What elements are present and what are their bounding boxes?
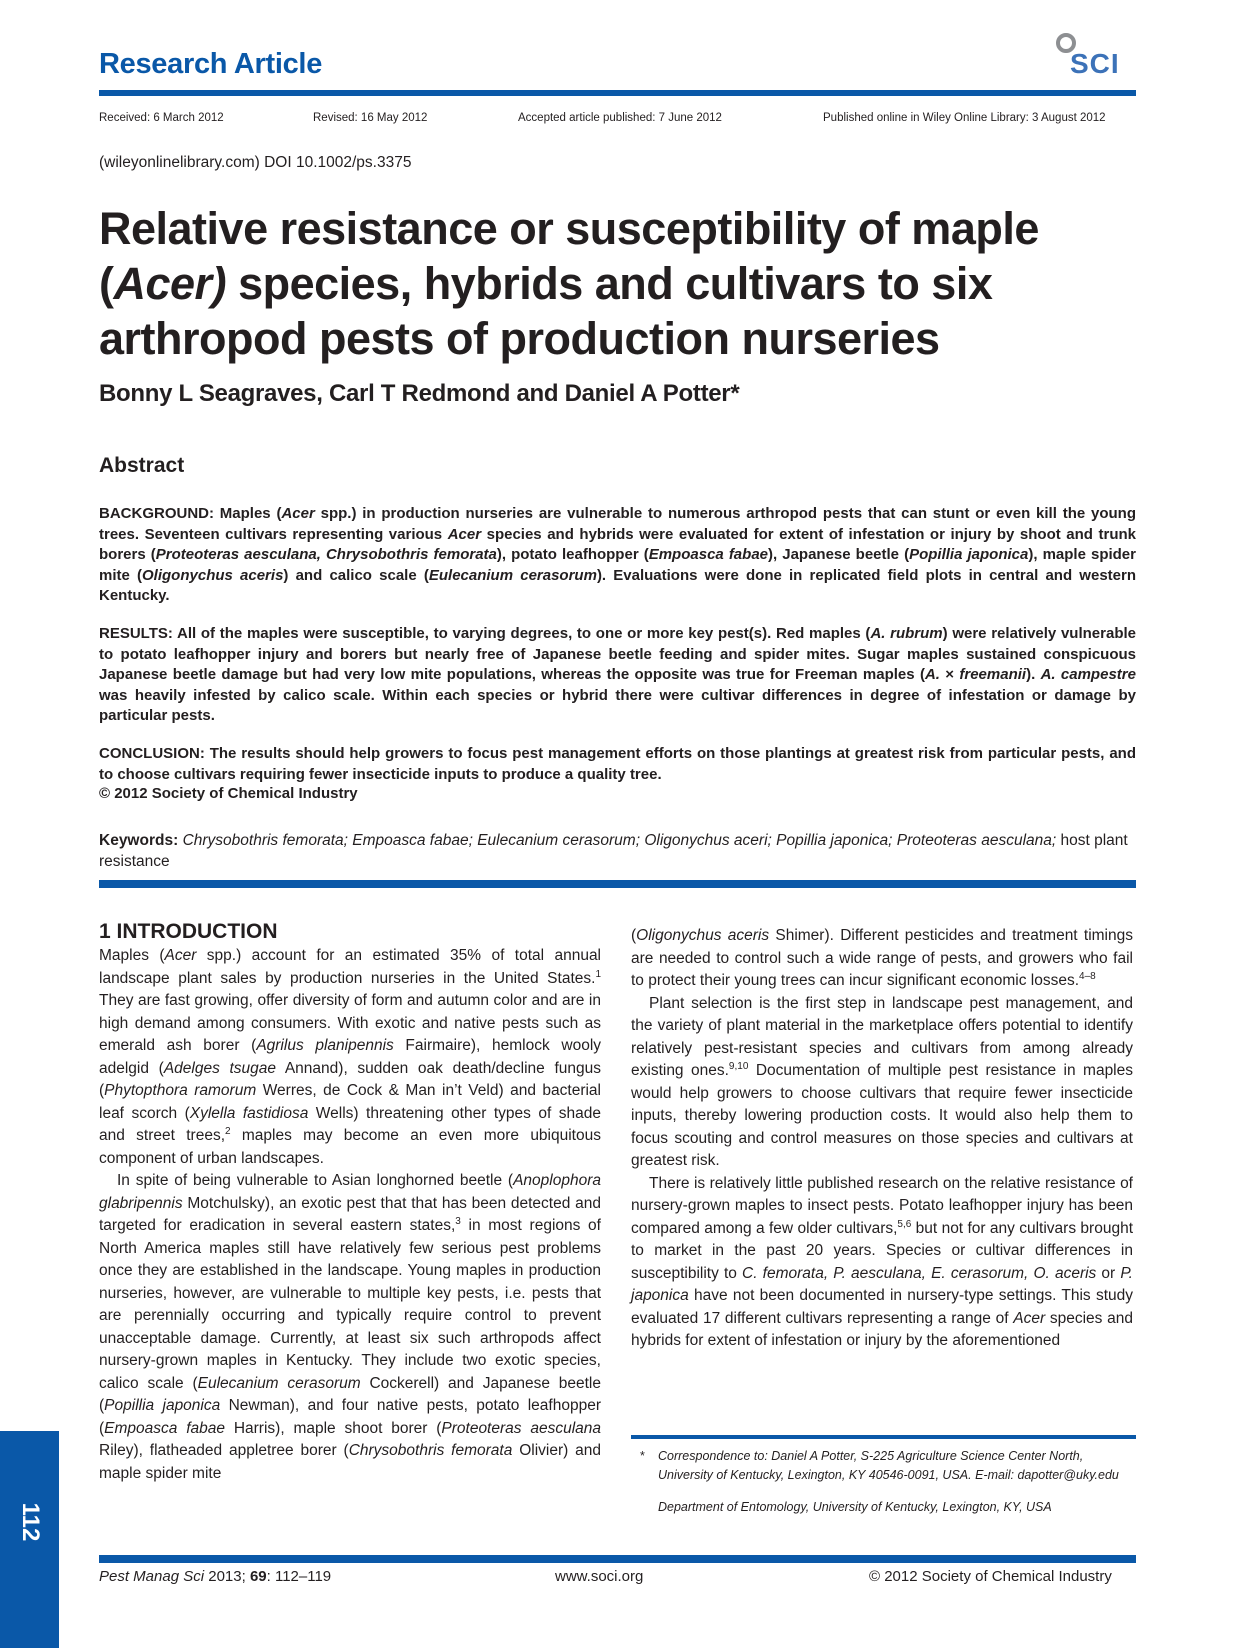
reference-marker: 1 xyxy=(595,968,601,980)
text-run: BACKGROUND: Maples ( xyxy=(99,505,282,522)
text-run: They are fast growing, offer diversity of form and autumn color and are in high demand among consumers. With exotic and native pests such as emerald ash borer ( xyxy=(99,992,601,1054)
text-run: have not been documented in nursery-type settings. This study evaluated 17 different cultivars representing a range of xyxy=(631,1287,1133,1327)
abstract-background xyxy=(99,504,1136,607)
text-run: species and hybrids for extent of infestation or injury by the aforementioned xyxy=(631,1309,1134,1349)
text-run: or xyxy=(1096,1264,1121,1282)
keywords-list: Chrysobothris femorata; Empoasca fabae; Eulecanium cerasorum; Oligonychus aceri; Popillia japonica; Proteoteras aesculana; xyxy=(182,832,1057,849)
text-run: Oligonychus aceris xyxy=(636,927,770,944)
reference-marker: 5,6 xyxy=(897,1218,912,1230)
text-run: P. japonica xyxy=(631,1264,1133,1304)
title-part: Relative resistance or susceptibility of maple ( xyxy=(99,203,1039,309)
intro-left-column xyxy=(99,945,601,1485)
text-run: Xylella fastidiosa xyxy=(189,1104,309,1122)
text-run: In spite of being vulnerable to Asian longhorned beetle ( xyxy=(117,1172,514,1189)
text-run: Riley), flatheaded appletree borer ( xyxy=(99,1442,349,1459)
text-run: Popillia japonica xyxy=(909,546,1029,563)
text-run: A. rubrum xyxy=(870,625,943,642)
section-label: Research Article xyxy=(99,48,323,80)
text-run: There is relatively little published research on the relative resistance of nursery-grown maples to insect pests. Potato leafhopper injury has been compared among a few older cultivars, xyxy=(631,1174,1133,1237)
intro-paragraph xyxy=(631,993,1133,1173)
text-run: Acer xyxy=(281,505,315,522)
text-run: ), potato leafhopper ( xyxy=(496,546,649,563)
text-run: Chrysobothris femorata xyxy=(348,1442,513,1459)
text-run: was heavily infested by calico scale. Within each species or hybrid there were cultivar differences in degree of infestation or damage by particular pests. xyxy=(99,686,1136,724)
correspondence-text: Correspondence to: Daniel A Potter, S-225 Agriculture Science Center North, University of Kentucky, Lexington, KY 40546-0091, USA. E-mail: dapotter@uky.edu xyxy=(658,1449,1119,1482)
text-run: Adelges tsugae xyxy=(163,1059,277,1077)
correspondence-rule xyxy=(631,1435,1136,1439)
text-run: Harris), maple shoot borer ( xyxy=(225,1419,442,1437)
text-run: Fairmaire), hemlock wooly adelgid ( xyxy=(99,1037,602,1077)
text-run: × xyxy=(939,666,960,683)
correspondence xyxy=(640,1447,1136,1485)
received-date: Received: 6 March 2012 xyxy=(99,112,224,124)
text-run: Plant selection is the first step in landscape pest management, and the variety of plant material in the marketplace offers potential to identify relatively pest-resistant species and cultivars from among already existing ones. xyxy=(631,994,1133,1079)
text-run: Eulecanium cerasorum xyxy=(197,1374,361,1392)
header-rule xyxy=(99,90,1136,96)
text-run: Werres, de Cock & Man in’t Veld) and bacterial leaf scorch ( xyxy=(99,1082,601,1122)
published-date: Published online in Wiley Online Library: 3 August 2012 xyxy=(823,112,1106,124)
website-link[interactable]: www.soci.org xyxy=(555,1568,644,1585)
text-run: Maples ( xyxy=(99,947,165,964)
text-run: ), Japanese beetle ( xyxy=(768,546,910,563)
text-run: Popillia japonica xyxy=(104,1397,221,1414)
intro-right-column xyxy=(631,925,1133,1353)
abstract-results xyxy=(99,624,1136,727)
text-run: Shimer). Different pesticides and treatment timings are needed to control such a wide range of pests, and growers who fail to protect their young trees can incur significant economic losses. xyxy=(631,927,1133,989)
text-run: A. xyxy=(924,666,940,683)
text-run: species and hybrids were evaluated for extent of infestation or injury by shoot and trunk borers ( xyxy=(99,525,1136,563)
footer-copyright: © 2012 Society of Chemical Industry xyxy=(869,1568,1112,1585)
text-run: Empoasca fabae xyxy=(648,546,768,563)
title-genus: Acer) xyxy=(113,258,227,309)
text-run: Cockerell) and Japanese beetle ( xyxy=(99,1374,601,1414)
doi: (wileyonlinelibrary.com) DOI 10.1002/ps.3375 xyxy=(99,154,412,171)
abstract-conclusion: CONCLUSION: The results should help growers to focus pest management efforts on those plantings at greatest risk from particular pests, and to choose cultivars requiring fewer insecticide inputs to produce a quality tree. xyxy=(99,745,1136,783)
reference-marker: 9,10 xyxy=(728,1060,749,1072)
intro-paragraph xyxy=(631,925,1133,993)
text-run: Anoplophora glabripennis xyxy=(99,1172,601,1212)
footer-rule xyxy=(99,1555,1136,1563)
correspondence-marker: * xyxy=(640,1449,645,1463)
affiliation: Department of Entomology, University of Kentucky, Lexington, KY, USA xyxy=(658,1500,1052,1514)
text-run: C. femorata, P. aesculana, E. cerasorum, O. aceris xyxy=(742,1264,1097,1282)
logo-text: SCI xyxy=(1070,48,1120,79)
text-run: ). xyxy=(1026,666,1041,683)
text-run: ( xyxy=(631,927,637,944)
text-run: RESULTS: All of the maples were susceptible, to varying degrees, to one or more key pest(s). Red maples ( xyxy=(99,625,871,642)
text-run: maples may become an even more ubiquitous component of urban landscapes. xyxy=(99,1127,601,1167)
text-run: spp.) in production nurseries are vulnerable to numerous arthropod pests that can stunt or even kill the young trees. Seventeen cultivars representing various xyxy=(99,505,1136,543)
text-run: Acer xyxy=(447,525,482,543)
accepted-date: Accepted article published: 7 June 2012 xyxy=(518,112,722,124)
text-run: Acer xyxy=(164,947,197,964)
reference-marker: 4–8 xyxy=(1079,970,1096,982)
text-run: in most regions of North America maples still have relatively few serious pest problems once they are established in the landscape. Young maples in production nurseries, however, are vulnerable to multiple key pests, i.e. pests that are perennially occurring and typically require control to prevent unacceptable damage. Currently, at least six such arthropods affect nursery-grown maples in Kentucky. They include two exotic species, calico scale ( xyxy=(99,1217,601,1392)
page-number: 112 xyxy=(17,1502,44,1542)
intro-heading: 1 INTRODUCTION xyxy=(99,920,278,943)
text-run: freemanii xyxy=(959,666,1027,683)
journal-name: Pest Manag Sci xyxy=(99,1568,205,1585)
text-run: ). Evaluations were done in replicated field plots in central and western Kentucky. xyxy=(99,566,1136,604)
text-run: Oligonychus aceris xyxy=(142,566,284,584)
citation-year: 2013; xyxy=(204,1568,250,1585)
text-run: Proteoteras aesculana, Chrysobothris femorata xyxy=(155,546,497,563)
text-run: A. campestre xyxy=(1040,666,1136,683)
intro-paragraph xyxy=(99,945,601,1170)
text-run: Documentation of multiple pest resistance in maples would help growers to choose cultivars that require fewer insecticide inputs, thereby lowering production costs. It would also help them to focus scouting and control measures on those species and cultivars at greatest risk. xyxy=(631,1062,1133,1169)
text-run: ), maple spider mite ( xyxy=(99,546,1136,584)
keywords-label: Keywords: xyxy=(99,832,179,849)
revised-date: Revised: 16 May 2012 xyxy=(313,112,428,124)
text-run: ) were relatively vulnerable to potato leafhopper injury and borers but nearly free of Japanese beetle feeding and spider mites. Sugar maples sustained conspicuous Japanese beetle damage but had very low mite populations, whereas the opposite was true for Freeman maples ( xyxy=(99,625,1136,683)
reference-marker: 3 xyxy=(455,1215,461,1227)
authors: Bonny L Seagraves, Carl T Redmond and Daniel A Potter* xyxy=(99,380,740,407)
abstract-heading: Abstract xyxy=(99,454,185,477)
abstract-rule xyxy=(99,880,1136,888)
abstract-copyright: © 2012 Society of Chemical Industry xyxy=(99,785,358,802)
text-run: but not for any cultivars brought to market in the past 20 years. Species or cultivar differences in susceptibility to xyxy=(631,1219,1133,1282)
text-run: Newman), and four native pests, potato leafhopper ( xyxy=(99,1397,601,1437)
citation-volume: 69 xyxy=(249,1568,267,1585)
citation xyxy=(99,1568,331,1585)
article-title xyxy=(99,201,1149,366)
keywords xyxy=(99,831,1136,872)
text-run: Eulecanium cerasorum xyxy=(428,566,597,584)
keywords-extra: host plant resistance xyxy=(99,832,1128,870)
text-run: Annand), sudden oak death/decline fungus ( xyxy=(99,1059,601,1099)
text-run: Olivier) and maple spider mite xyxy=(99,1442,601,1482)
intro-paragraph xyxy=(99,1170,601,1485)
text-run: Empoasca fabae xyxy=(104,1419,226,1437)
text-run: Wells) threatening other types of shade and street trees, xyxy=(99,1104,601,1144)
sci-logo xyxy=(1052,30,1138,82)
text-run: spp.) account for an estimated 35% of total annual landscape plant sales by production nurseries in the United States. xyxy=(99,947,602,987)
text-run: Phytopthora ramorum xyxy=(104,1082,257,1099)
title-part: species, hybrids and cultivars to six arthropod pests of production nurseries xyxy=(99,258,993,364)
text-run: Proteoteras aesculana xyxy=(441,1419,602,1437)
citation-pages: : 112–119 xyxy=(266,1568,332,1585)
intro-paragraph xyxy=(631,1173,1133,1353)
text-run: Agrilus planipennis xyxy=(256,1037,394,1054)
text-run: Motchulsky), an exotic pest that that has been detected and targeted for eradication in several eastern states, xyxy=(99,1194,601,1234)
reference-marker: 2 xyxy=(225,1125,231,1137)
text-run: ) and calico scale ( xyxy=(283,566,429,584)
text-run: Acer xyxy=(1013,1309,1046,1327)
